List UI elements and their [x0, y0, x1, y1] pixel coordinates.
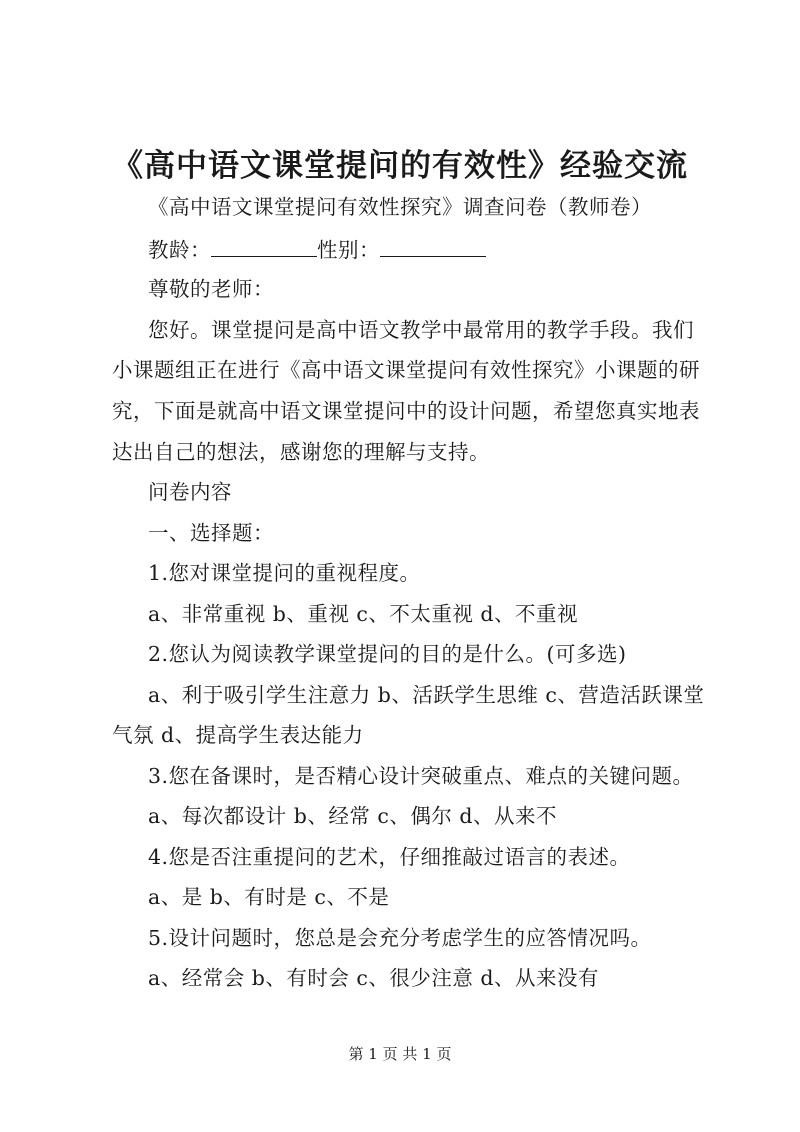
question-3-options: a、每次都设计 b、经常 c、偶尔 d、从来不 — [148, 804, 557, 828]
question-2-options: a、利于吸引学生注意力 b、活跃学生思维 c、营造活跃课堂 — [148, 683, 705, 707]
teaching-age-label: 教龄： — [148, 238, 211, 262]
question-5-options: a、经常会 b、有时会 c、很少注意 d、从来没有 — [148, 966, 599, 990]
teaching-age-blank — [211, 234, 317, 257]
teacher-info-fields — [148, 234, 486, 264]
greeting: 尊敬的老师： — [148, 277, 274, 301]
question-1-options: a、非常重视 b、重视 c、不太重视 d、不重视 — [148, 602, 578, 626]
intro-line: 您好。课堂提问是高中语文教学中最常用的教学手段。我们 — [148, 318, 694, 342]
question-2-options-cont: 气氛 d、提高学生表达能力 — [112, 723, 364, 747]
part-label: 一、选择题： — [148, 521, 274, 545]
page-footer: 第 1 页 共 1 页 — [348, 1045, 452, 1063]
intro-line: 究，下面是就高中语文课堂提问中的设计问题，希望您真实地表 — [112, 399, 700, 423]
gender-blank — [380, 234, 486, 257]
question-4: 4.您是否注重提问的艺术，仔细推敲过语言的表述。 — [148, 845, 631, 869]
section-label: 问卷内容 — [148, 480, 232, 504]
document-title: 《高中语文课堂提问的有效性》经验交流 — [112, 148, 688, 184]
question-5: 5.设计问题时，您总是会充分考虑学生的应答情况吗。 — [148, 926, 652, 950]
question-1: 1.您对课堂提问的重视程度。 — [148, 561, 421, 585]
question-3: 3.您在备课时，是否精心设计突破重点、难点的关键问题。 — [148, 764, 694, 788]
question-4-options: a、是 b、有时是 c、不是 — [148, 885, 390, 909]
intro-line: 达出自己的想法，感谢您的理解与支持。 — [112, 440, 490, 464]
question-2: 2.您认为阅读教学课堂提问的目的是什么。(可多选) — [148, 642, 627, 666]
survey-subtitle: 《高中语文课堂提问有效性探究》调查问卷（教师卷） — [148, 195, 652, 219]
intro-line: 小课题组正在进行《高中语文课堂提问有效性探究》小课题的研 — [112, 358, 700, 382]
gender-label: 性别： — [317, 238, 380, 262]
